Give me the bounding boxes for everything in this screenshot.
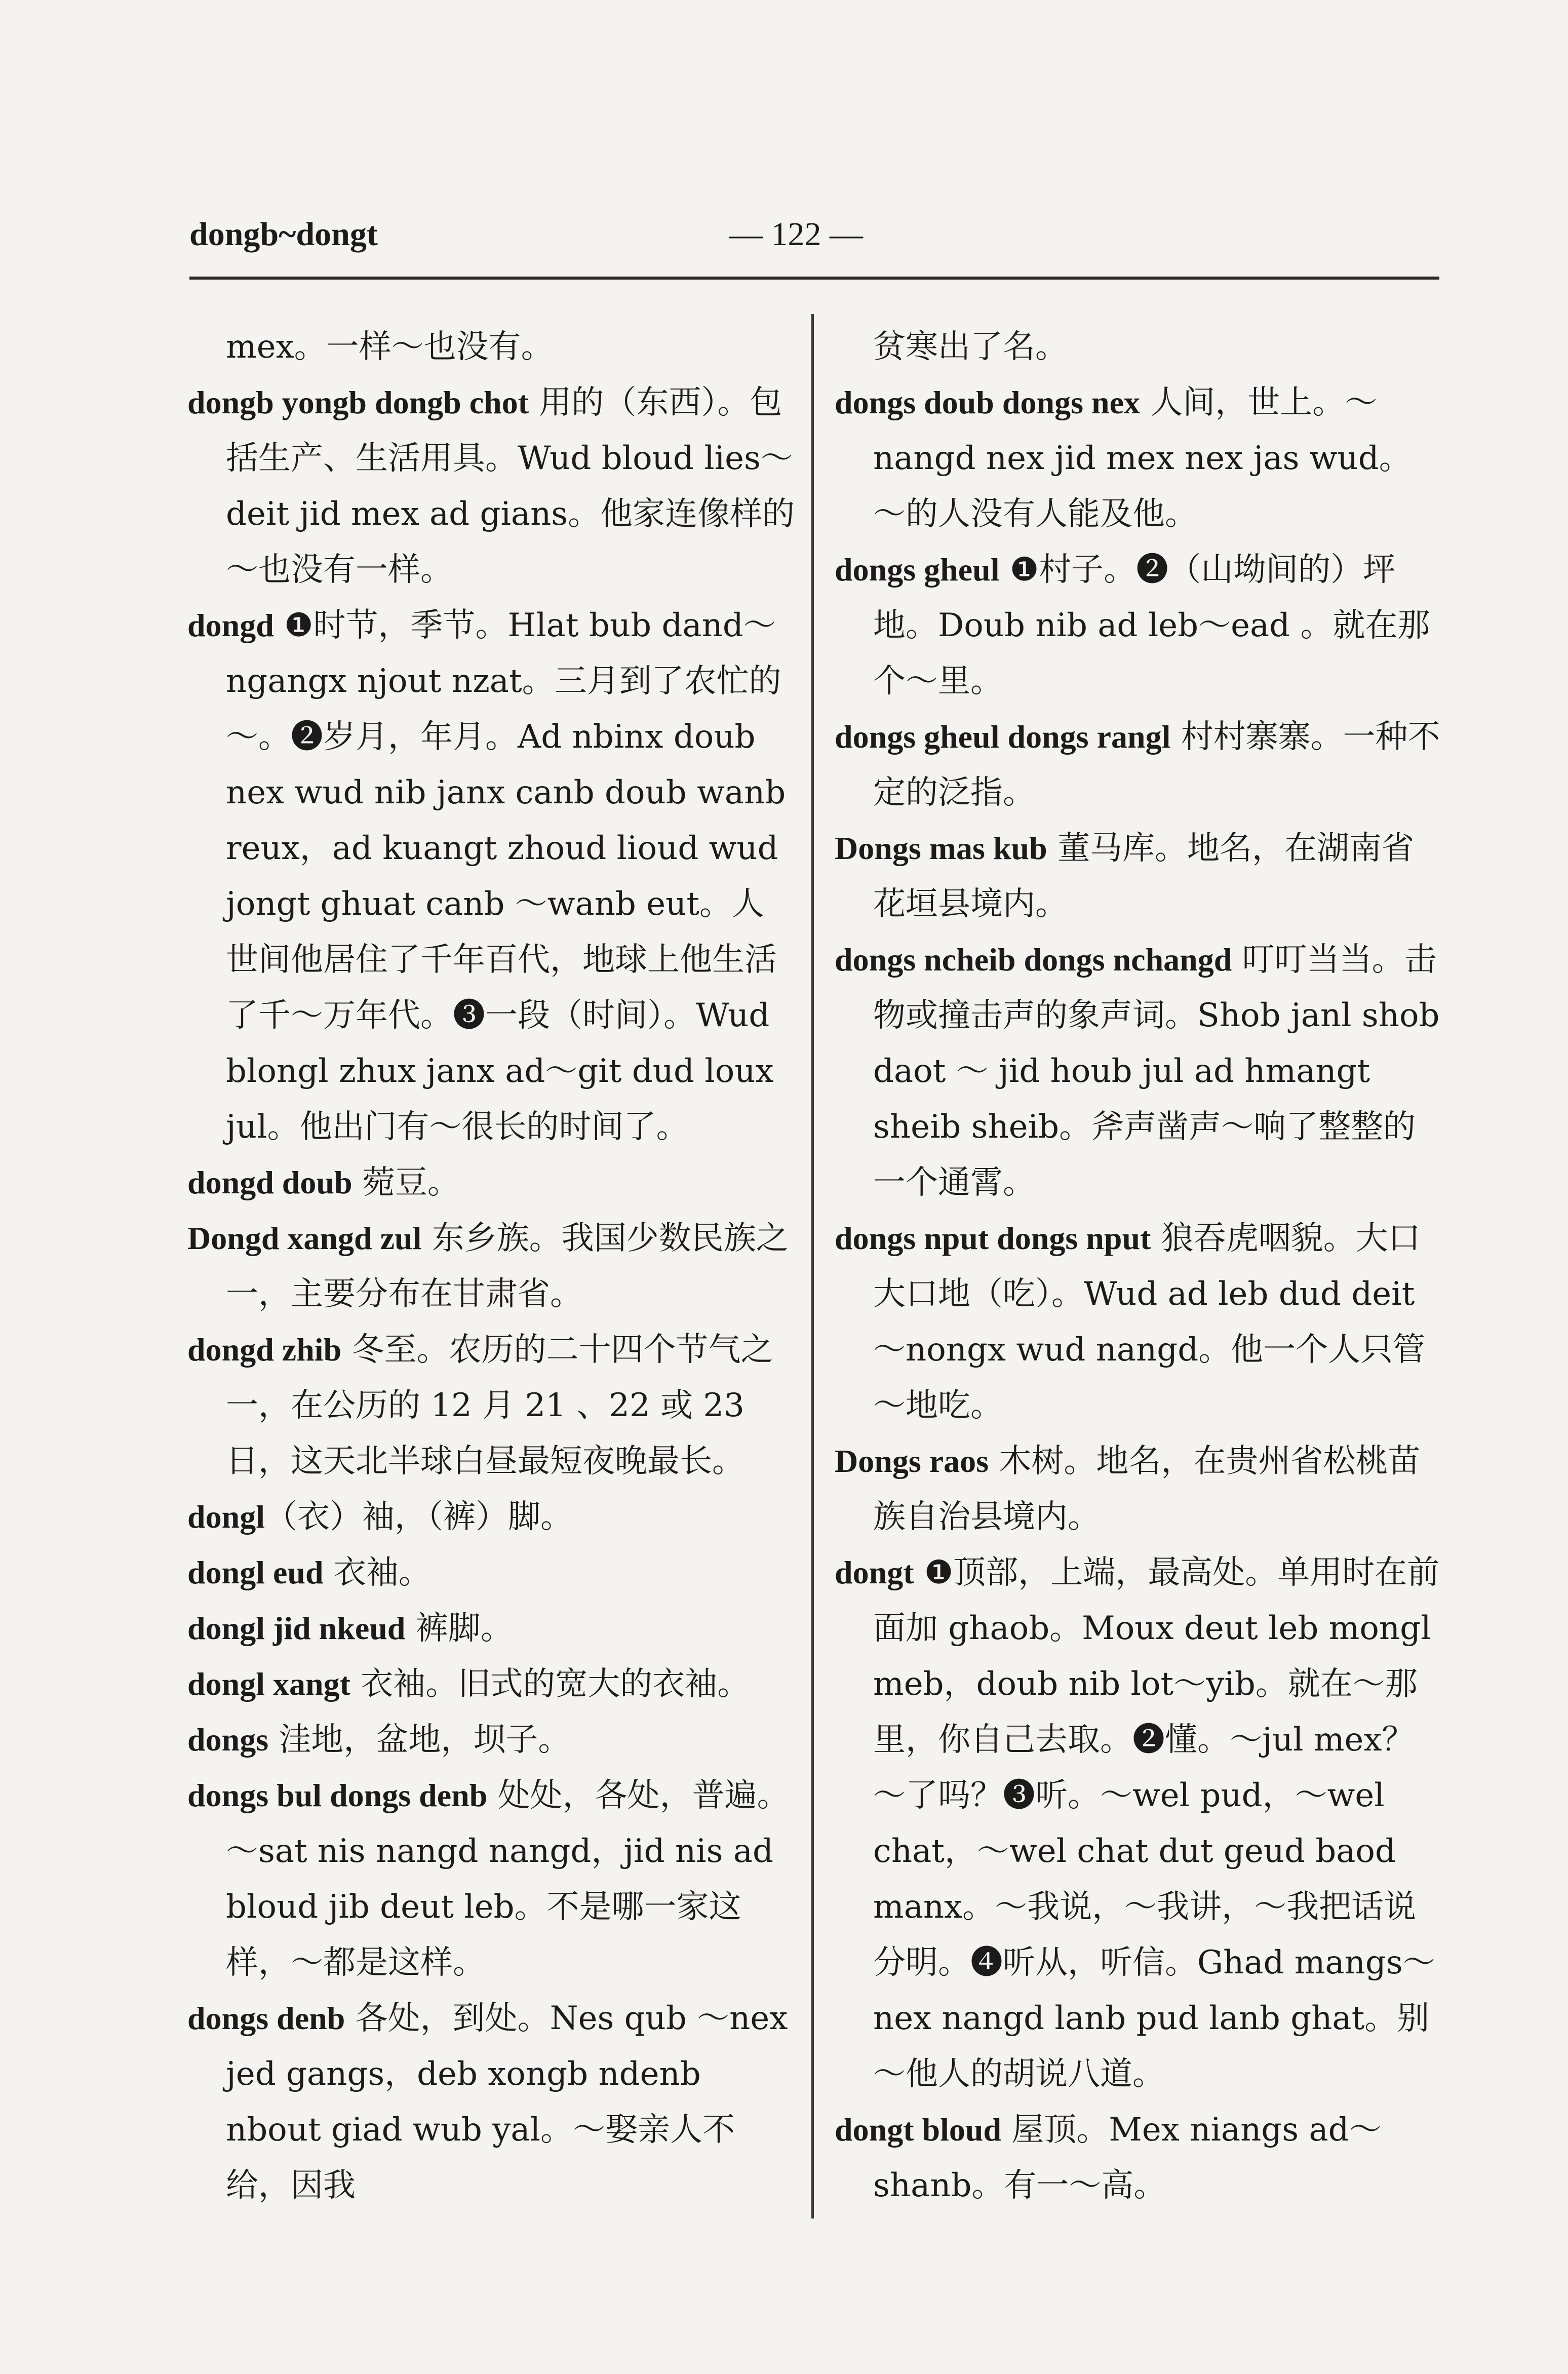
entry-definition: 衣袖。旧式的宽大的衣袖。 [350, 1665, 750, 1703]
entry-headword: dongd [187, 607, 274, 643]
entry-headword: Dongd xangd zul [187, 1220, 422, 1256]
entry-headword: Dongs mas kub [835, 830, 1047, 866]
entry-headword: dongl xangt [187, 1666, 350, 1702]
entry-headword: dongs denb [187, 2000, 345, 2036]
entry-definition: 冬至。农历的二十四个节气之一，在公历的 12 月 21 、22 或 23 日，这天北半球白昼最短夜晚最长。 [226, 1331, 773, 1480]
header-rule [189, 277, 1439, 280]
entry-definition: 各处，到处。Nes qub ～nex jed gangs，deb xongb ndenb nbout giad wub yal。～娶亲人不给，因我 [226, 2000, 788, 2204]
column-divider [811, 314, 814, 2219]
entry-definition: 衣袖。 [323, 1554, 431, 1591]
dictionary-entry [187, 1545, 795, 1601]
entry-definition: 董马库。地名，在湖南省花垣县境内。 [873, 830, 1415, 923]
entry-definition: 屋顶。Mex niangs ad～shanb。有一～高。 [873, 2111, 1382, 2204]
dictionary-entry [835, 932, 1442, 1211]
entry-headword: dongs nput dongs nput [835, 1220, 1151, 1256]
entry-definition: ❶村子。❷（山坳间的）坪地。Doub nib ad leb～ead 。就在那个～里。 [873, 551, 1430, 700]
entry-definition: 叮叮当当。击物或撞击声的象声词。Shob janl shob daot ～ jid houb jul ad hmangt sheib sheib。斧声凿声～响了整整的一个通霄。 [873, 941, 1440, 1201]
entry-headword: dongl [187, 1499, 265, 1535]
entry-headword: dongs gheul [835, 552, 1000, 588]
dictionary-entry [835, 1545, 1442, 2102]
entry-definition: 村村寨寨。一种不定的泛指。 [873, 718, 1440, 811]
dictionary-entry [187, 1768, 795, 1991]
entry-headword: dongt bloud [835, 2112, 1002, 2148]
entry-definition: 狼吞虎咽貌。大口大口地（吃）。Wud ad leb dud deit～nongx wud nangd。他一个人只管～地吃。 [873, 1220, 1426, 1424]
entry-definition: ❶顶部，上端，最高处。单用时在前面加 ghaob。Moux deut leb mongl meb，doub nib lot～yib。就在～那里，你自己去取。❷懂。～jul mex？～了吗？❸听。～wel pud，～wel chat，～wel chat dut geud baod manx。～我说，～我讲，～我把话说分明。❹听从，听信。Ghad mangs～nex nangd lanb pud lanb ghat。别～他人的胡说八道。 [873, 1554, 1440, 2093]
entry-definition: ❶时节，季节。Hlat bub dand～ngangx njout nzat。三月到了农忙的～。❷岁月，年月。Ad nbinx doub nex wud nib janx canb doub wanb reux，ad kuangt zhoud lioud wud jongt ghuat canb ～wanb eut。人世间他居住了千年百代，地球上他生活了千～万年代。❸一段（时间）。Wud blongl zhux janx ad～git dud loux jul。他出门有～很长的时间了。 [226, 607, 786, 1146]
dictionary-entry [835, 1433, 1442, 1545]
dictionary-entry [835, 709, 1442, 821]
entry-headword: dongl eud [187, 1554, 324, 1590]
dictionary-entry [187, 1712, 795, 1768]
entry-definition: 木树。地名，在贵州省松桃苗族自治县境内。 [873, 1443, 1421, 1536]
dictionary-entry [835, 319, 1442, 375]
dictionary-entry [835, 542, 1442, 709]
entry-definition: 用的（东西）。包括生产、生活用具。Wud bloud lies～deit jid mex ad gians。他家连像样的～也没有一样。 [226, 384, 795, 589]
dictionary-entry [187, 1991, 795, 2213]
dictionary-entry [835, 375, 1442, 542]
entry-definition: （衣）袖，（裤）脚。 [264, 1498, 573, 1536]
entry-headword: dongs bul dongs denb [187, 1777, 488, 1813]
dictionary-entry [187, 319, 795, 375]
entry-headword: Dongs raos [835, 1443, 989, 1479]
header-entry-range: dongb~dongt [189, 216, 378, 253]
right-column [835, 319, 1442, 2213]
dictionary-entry [835, 2102, 1442, 2213]
entry-headword: dongb yongb dongb chot [187, 384, 529, 420]
entry-headword: dongs gheul dongs rangl [835, 719, 1171, 755]
entry-headword: dongs ncheib dongs nchangd [835, 942, 1232, 978]
entry-definition: mex。一样～也没有。 [226, 328, 554, 366]
left-column [187, 319, 795, 2213]
entry-headword: dongs doub dongs nex [835, 384, 1140, 420]
entry-definition: 东乡族。我国少数民族之一，主要分布在甘肃省。 [226, 1220, 789, 1313]
entry-headword: dongl jid nkeud [187, 1610, 406, 1646]
dictionary-entry [187, 1211, 795, 1322]
entry-definition: 洼地，盆地，坝子。 [268, 1721, 571, 1759]
entry-definition: 裤脚。 [405, 1610, 513, 1647]
entry-headword: dongs [187, 1722, 269, 1758]
entry-definition: 处处，各处，普遍。～sat nis nangd nangd，jid nis ad bloud jib deut leb。不是哪一家这样，～都是这样。 [226, 1777, 790, 1981]
dictionary-entry [187, 1155, 795, 1211]
entry-definition: 贫寒出了名。 [873, 328, 1068, 366]
dictionary-entry [187, 598, 795, 1155]
entry-headword: dongd doub [187, 1164, 352, 1200]
dictionary-entry [187, 1322, 795, 1489]
entry-definition: 菀豆。 [352, 1164, 460, 1201]
page-number: — 122 — [729, 216, 863, 253]
dictionary-entry [835, 821, 1442, 932]
dictionary-entry [835, 1211, 1442, 1433]
entry-definition: 人间，世上。～nangd nex jid mex nex jas wud。～的人没有人能及他。 [873, 384, 1412, 533]
dictionary-entry [187, 1601, 795, 1656]
dictionary-entry [187, 1656, 795, 1712]
entry-headword: dongt [835, 1554, 914, 1590]
dictionary-entry [187, 375, 795, 598]
entry-headword: dongd zhib [187, 1332, 342, 1368]
dictionary-entry [187, 1489, 795, 1545]
